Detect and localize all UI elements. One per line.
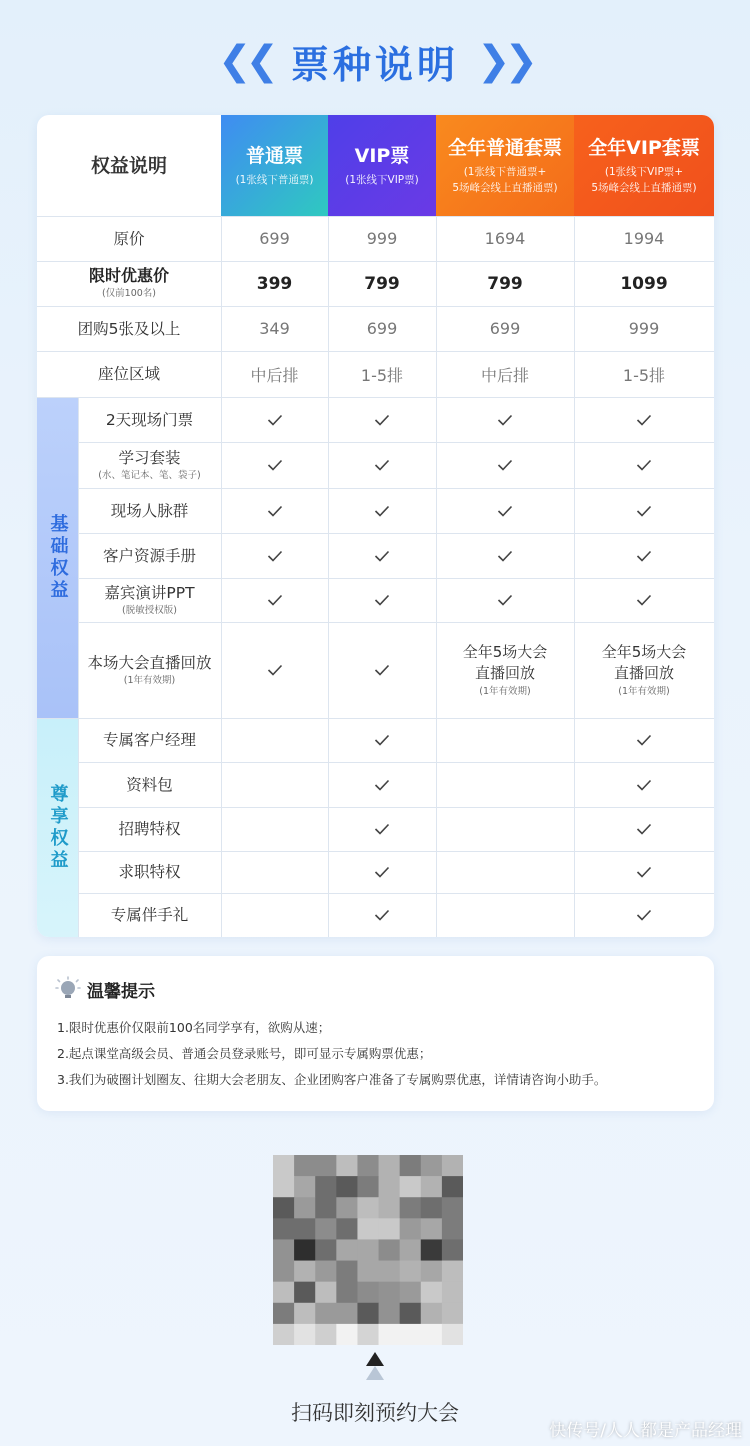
qr-pixel [400,1303,422,1325]
qr-pixel [442,1303,463,1325]
price-value [436,261,574,306]
tips-panel [37,956,714,1111]
ticket-header-2 [328,115,436,216]
qr-pixel [315,1261,337,1283]
qr-pixel [336,1176,358,1198]
qr-pixel [357,1239,379,1261]
grid-line [78,807,714,808]
ticket-desc: (1张线下VIP票) [345,173,419,186]
qr-pixel [315,1282,337,1304]
benefit-row-label [78,533,221,578]
qr-pixel [273,1261,295,1283]
benefit-row-label [78,851,221,893]
ticket-desc: (1张线下普通票+ [463,165,547,178]
row-label: 原价 [113,229,145,248]
qr-pixel [400,1261,422,1283]
qr-pixel [273,1303,295,1325]
check-icon [374,734,390,746]
qr-pixel [336,1303,358,1325]
price-value [221,351,328,397]
grid-line [221,216,222,937]
row-label: 招聘特权 [118,820,181,838]
qr-pixel [421,1324,443,1345]
grid-line [37,306,714,307]
grid-line [37,216,714,217]
benefit-cell [328,488,436,533]
qr-pixel [336,1218,358,1240]
benefit-cell [221,762,328,807]
benefit-cell [328,718,436,762]
check-icon [267,664,283,676]
grid-line [37,351,714,352]
price-value-text: 999 [366,229,398,248]
benefit-cell [574,622,714,718]
check-icon [374,779,390,791]
qr-pixel [315,1155,337,1177]
qr-pixel [400,1218,422,1240]
qr-pixel [379,1324,401,1345]
check-icon [497,550,513,562]
qr-pixel [442,1282,463,1304]
price-value-text: 1-5排 [360,365,404,385]
price-value [574,351,714,397]
lightbulb-icon [55,976,81,1002]
benefit-row-label [78,578,221,622]
grid-line [78,851,714,852]
benefit-cell [574,762,714,807]
qr-pixel [273,1218,295,1240]
benefit-cell [574,893,714,937]
price-value-text: 1694 [484,229,526,248]
double-chevron-left-icon: ❮❮ [217,38,273,84]
qr-pixel [315,1176,337,1198]
replay-line-2: 直播回放 [613,663,674,682]
replay-line-1: 全年5场大会 [601,642,687,661]
qr-pixel [357,1261,379,1283]
row-label: 2天现场门票 [105,410,194,429]
benefit-row-label [78,893,221,937]
check-icon [374,459,390,471]
qr-pixel [294,1282,316,1304]
price-value [328,261,436,306]
benefit-row-label [78,718,221,762]
price-value-text: 799 [487,273,523,294]
double-chevron-right-icon: ❯❯ [477,38,533,84]
benefit-cell [221,718,328,762]
price-value [328,216,436,261]
benefit-cell [574,533,714,578]
benefit-cell [328,807,436,851]
qr-pixel [379,1239,401,1261]
benefit-cell [436,893,574,937]
price-value-text: 699 [489,319,521,338]
check-icon [374,909,390,921]
qr-pixel [273,1155,295,1177]
grid-line [37,261,714,262]
row-label: 客户资源手册 [102,546,196,565]
grid-line [37,718,714,719]
qr-pixel [421,1218,443,1240]
check-icon [374,550,390,562]
benefit-cell [328,442,436,488]
check-icon [636,459,652,471]
check-icon [636,823,652,835]
qr-pixel [379,1218,401,1240]
page-title-bar [0,30,750,92]
qr-pixel [421,1303,443,1325]
price-row-label [37,306,221,351]
tips-line: 3.我们为破圈计划圈友、往期大会老朋友、企业团购客户准备了专属购票优惠，详情请咨询小助手。 [57,1072,607,1087]
qr-pixel [336,1261,358,1283]
benefit-cell [221,397,328,442]
qr-pixel [315,1239,337,1261]
check-icon [267,594,283,606]
qr-pixel [379,1282,401,1304]
qr-pixel [336,1197,358,1219]
ticket-name: VIP票 [354,144,410,167]
benefit-cell [328,851,436,893]
qr-caption: 扫码即刻预约大会 [291,1401,459,1425]
ticket-desc: (1张线下VIP票+ [604,165,684,178]
qr-pixel [273,1176,295,1198]
check-icon [497,505,513,517]
replay-line-2: 直播回放 [474,663,535,682]
row-label: 限时优惠价 [88,266,169,285]
check-icon [636,594,652,606]
grid-line [78,442,714,443]
row-label: 现场人脉群 [110,501,189,520]
benefit-row-label [78,807,221,851]
row-label: 专属客户经理 [102,731,196,749]
benefit-cell [436,397,574,442]
exclusive-group-band [37,718,78,937]
grid-line [78,762,714,763]
ticket-name: 全年普通套票 [447,136,562,159]
benefit-cell [436,762,574,807]
price-value-text: 699 [259,229,290,248]
benefit-cell [221,851,328,893]
check-icon [374,866,390,878]
benefit-cell [574,578,714,622]
price-row-label [37,261,221,306]
up-arrow-icon [365,1352,385,1382]
benefit-cell [221,442,328,488]
row-label: 专属伴手礼 [110,906,189,924]
price-value [221,261,328,306]
tips-line: 2.起点课堂高级会员、普通会员登录账号，即可显示专属购票优惠； [57,1046,432,1061]
qr-pixel [379,1261,401,1283]
row-label: 座位区域 [97,365,160,383]
benefit-row-label [78,488,221,533]
benefit-cell [328,533,436,578]
tips-line: 1.限时优惠价仅限前100名同学享有，欲购从速； [57,1020,331,1035]
price-value [436,216,574,261]
qr-pixel [315,1197,337,1219]
qr-pixel [421,1155,443,1177]
benefit-cell [328,397,436,442]
benefit-cell [221,622,328,718]
grid-line [574,216,575,937]
qr-pixel [357,1176,379,1198]
benefit-cell [221,578,328,622]
header-label-cell [37,115,221,216]
qr-pixel [315,1303,337,1325]
check-icon [636,550,652,562]
ticket-name: 全年VIP套票 [588,136,700,159]
qr-pixel [273,1324,295,1345]
qr-pixel [336,1155,358,1177]
qr-pixel [442,1239,463,1261]
grid-line [78,533,714,534]
qr-pixel [442,1261,463,1283]
replay-note: (1年有效期) [618,685,670,697]
grid-line [37,397,714,398]
row-label: 嘉宾演讲PPT [104,583,195,602]
benefit-cell [574,488,714,533]
basic-group-band [37,397,78,718]
row-note: (1年有效期) [123,674,176,686]
qr-pixel [442,1176,463,1198]
price-value-text: 349 [259,319,290,338]
qr-code-image[interactable] [273,1155,463,1345]
check-icon [374,823,390,835]
grid-line [78,893,714,894]
qr-pixel [357,1324,379,1345]
qr-pixel [421,1261,443,1283]
qr-pixel [273,1197,295,1219]
qr-pixel [379,1176,401,1198]
check-icon [267,414,283,426]
check-icon [374,414,390,426]
qr-pixel [294,1239,316,1261]
price-value-text: 中后排 [480,365,529,385]
ticket-header-3 [436,115,574,216]
qr-pixel [294,1197,316,1219]
ticket-name: 普通票 [245,144,303,167]
qr-pixel [400,1239,422,1261]
price-value [328,306,436,351]
check-icon [374,505,390,517]
qr-pixel [357,1197,379,1219]
benefit-cell [221,893,328,937]
row-label: 求职特权 [118,863,181,881]
price-value-text: 1994 [623,229,665,248]
check-icon [374,594,390,606]
benefit-cell [436,533,574,578]
qr-pixel [294,1218,316,1240]
qr-pixel [336,1282,358,1304]
benefit-cell [436,622,574,718]
benefit-cell [328,578,436,622]
grid-line [78,488,714,489]
benefit-row-label [78,442,221,488]
header-label: 权益说明 [90,154,167,177]
benefit-cell [574,807,714,851]
price-value [221,216,328,261]
benefit-cell [574,397,714,442]
qr-pixel [421,1176,443,1198]
qr-pixel [442,1197,463,1219]
benefit-cell [436,442,574,488]
price-value-text: 999 [628,319,660,338]
check-icon [636,779,652,791]
ticket-desc: (1张线下普通票) [235,173,314,186]
check-icon [374,664,390,676]
benefit-cell [221,807,328,851]
benefit-cell [328,762,436,807]
qr-pixel [379,1303,401,1325]
row-label: 本场大会直播回放 [87,653,212,672]
replay-note: (1年有效期) [479,685,531,697]
price-value-text: 799 [364,273,400,294]
price-value [574,216,714,261]
price-value-text: 1-5排 [622,365,666,385]
grid-line [328,216,329,937]
qr-pixel [315,1218,337,1240]
check-icon [497,594,513,606]
benefit-cell [436,578,574,622]
check-icon [267,459,283,471]
benefit-row-label [78,762,221,807]
check-icon [636,866,652,878]
row-label: 团购5张及以上 [77,319,181,338]
benefit-cell [436,488,574,533]
qr-pixel [379,1197,401,1219]
check-icon [267,550,283,562]
tips-title: 温馨提示 [87,981,155,1002]
check-icon [267,505,283,517]
qr-pixel [421,1239,443,1261]
check-icon [636,734,652,746]
qr-pixel [294,1155,316,1177]
grid-line [78,397,79,937]
tips-header [55,976,155,1002]
qr-pixel [400,1324,422,1345]
benefit-cell [328,622,436,718]
row-label: 资料包 [126,775,173,794]
price-value [221,306,328,351]
price-value [436,306,574,351]
benefit-cell [574,718,714,762]
qr-pixel [357,1218,379,1240]
benefit-row-label [78,397,221,442]
benefit-cell [436,807,574,851]
check-icon [497,414,513,426]
qr-pixel [400,1155,422,1177]
qr-pixel [294,1261,316,1283]
price-row-label [37,351,221,397]
replay-line-1: 全年5场大会 [462,642,548,661]
row-note: (水、笔记本、笔、袋子) [98,469,201,481]
qr-pixel [421,1197,443,1219]
row-note: (脱敏授权版) [122,604,177,616]
check-icon [497,459,513,471]
qr-pixel [442,1324,463,1345]
qr-pixel [400,1197,422,1219]
qr-pixel [294,1176,316,1198]
price-value [574,306,714,351]
qr-pixel [357,1155,379,1177]
qr-pixel [357,1303,379,1325]
qr-pixel [336,1324,358,1345]
benefit-cell [436,718,574,762]
check-icon [636,505,652,517]
qr-pixel [379,1155,401,1177]
benefit-cell [221,533,328,578]
benefit-cell [436,851,574,893]
benefit-cell [328,893,436,937]
check-icon [636,909,652,921]
grid-line [78,578,714,579]
price-value-text: 699 [366,319,398,338]
qr-pixel [400,1176,422,1198]
watermark-text: 快传号/人人都是产品经理 [549,1421,742,1441]
price-value [574,261,714,306]
price-row-label [37,216,221,261]
price-value-text: 399 [256,273,293,294]
qr-pixel [442,1155,463,1177]
row-note: (仅前100名) [101,288,157,299]
price-value-text: 1099 [620,273,668,294]
ticket-comparison-table [37,115,714,937]
qr-pixel [336,1239,358,1261]
qr-pixel [421,1282,443,1304]
price-value [328,351,436,397]
ticket-header-1 [221,115,328,216]
ticket-desc-2: 5场峰会线上直播通票) [591,181,697,194]
grid-line [436,216,437,937]
benefit-cell [574,851,714,893]
check-icon [636,414,652,426]
price-value [436,351,574,397]
ticket-header-4 [574,115,714,216]
benefit-cell [221,488,328,533]
qr-pixel [294,1324,316,1345]
qr-pixel [442,1218,463,1240]
page-title: 票种说明 [290,42,459,87]
qr-pixel [357,1282,379,1304]
ticket-desc-2: 5场峰会线上直播通票) [452,181,558,194]
qr-pixel [273,1282,295,1304]
basic-group-label: 基础权益 [47,513,69,602]
row-label: 学习套装 [118,448,181,467]
qr-pixel [400,1282,422,1304]
benefit-cell [574,442,714,488]
qr-pixel [294,1303,316,1325]
exclusive-group-label: 尊享权益 [47,783,69,872]
price-value-text: 中后排 [250,365,299,385]
qr-pixel [315,1324,337,1345]
qr-pixel [273,1239,295,1261]
grid-line [78,622,714,623]
benefit-row-label [78,622,221,718]
